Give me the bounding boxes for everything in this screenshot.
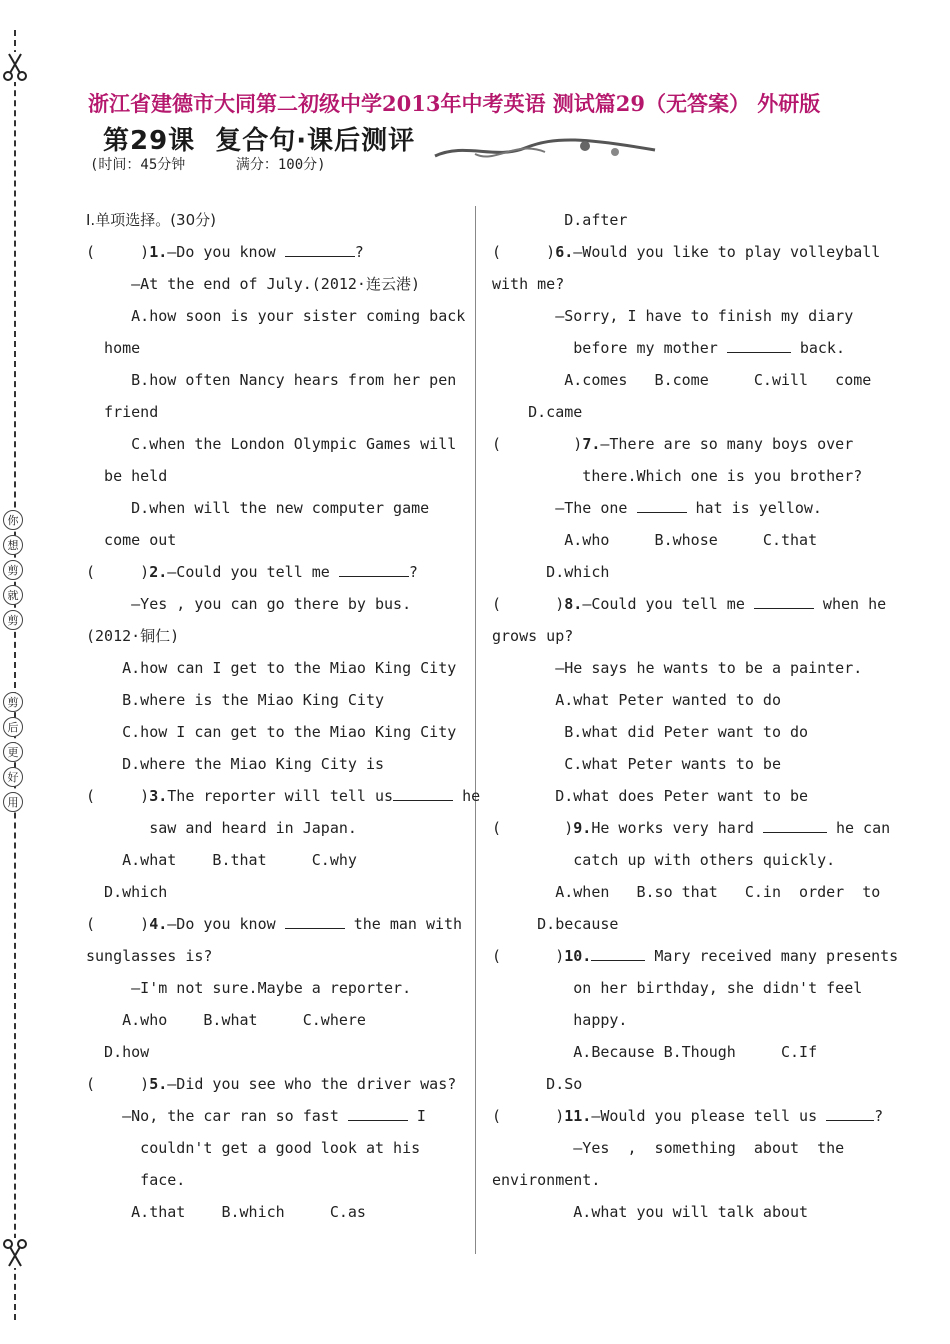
question-number: 1. — [149, 243, 168, 261]
line-text: The reporter will tell us — [167, 787, 394, 805]
question-number: 11. — [564, 1107, 592, 1125]
line-text: —He says he wants to be a painter. — [492, 659, 863, 677]
text-line — [492, 492, 868, 524]
question-line — [86, 780, 481, 812]
line-text: He works very hard — [591, 819, 763, 837]
line-text: —Sorry, I have to finish my diary — [492, 307, 854, 325]
line-text: A.who B.what C.where — [86, 1011, 366, 1029]
text-line — [86, 716, 462, 748]
line-text: with me? — [492, 275, 565, 293]
text-line — [492, 620, 868, 652]
left-column — [86, 204, 481, 1228]
column-divider — [475, 206, 476, 1254]
answer-blank — [591, 944, 645, 961]
line-text: D.because — [492, 915, 619, 933]
line-text: —There are so many boys over — [600, 435, 854, 453]
line-text: —The one — [492, 499, 637, 517]
text-line — [86, 1100, 462, 1132]
line-text: —Could you tell me — [167, 563, 339, 581]
line-text: —Could you tell me — [582, 595, 754, 613]
hint-char: 好 — [3, 767, 23, 787]
line-text: —Would you like to play volleyball — [573, 243, 881, 261]
cut-hint-top — [3, 510, 23, 630]
text-line — [492, 652, 868, 684]
answer-blank — [393, 784, 453, 801]
answer-bracket: ( ) — [492, 595, 565, 613]
line-text: D.came — [492, 403, 583, 421]
line-text: ? — [354, 243, 364, 261]
question-number: 10. — [564, 947, 592, 965]
scissors-icon — [2, 1238, 28, 1268]
line-text: ? — [408, 563, 418, 581]
text-line — [492, 524, 868, 556]
line-text: —Do you know — [167, 243, 285, 261]
line-text: D.which — [492, 563, 610, 581]
line-text: face. — [86, 1171, 186, 1189]
question-line — [492, 428, 868, 460]
line-text: —Yes , you can go there by bus. — [86, 595, 412, 613]
text-line — [492, 748, 868, 780]
text-line — [492, 908, 868, 940]
question-line — [86, 1068, 462, 1100]
hint-char: 就 — [3, 585, 23, 605]
line-text: when he — [813, 595, 887, 613]
hint-char: 后 — [3, 717, 23, 737]
text-line — [492, 876, 881, 908]
text-line — [492, 1132, 868, 1164]
line-text: the man with — [344, 915, 463, 933]
text-line — [492, 972, 868, 1004]
line-text: —Did you see who the driver was? — [167, 1075, 457, 1093]
line-text: —I'm not sure.Maybe a reporter. — [86, 979, 412, 997]
hint-char: 剪 — [3, 610, 23, 630]
line-text: —Would you please tell us — [591, 1107, 827, 1125]
hint-char: 用 — [3, 792, 23, 812]
question-number: 4. — [149, 915, 168, 933]
line-text: hat is yellow. — [686, 499, 822, 517]
scissors-icon — [2, 52, 28, 82]
section-heading: Ⅰ.单项选择。(30分) — [86, 211, 216, 229]
text-line — [492, 204, 868, 236]
time-info: (时间：45分钟 满分：100分) — [90, 157, 326, 173]
text-line — [86, 844, 462, 876]
line-text: D.when will the new computer game — [86, 499, 430, 517]
text-line — [86, 396, 462, 428]
answer-blank — [826, 1104, 874, 1121]
line-text: back. — [790, 339, 845, 357]
line-text: D.how — [86, 1043, 150, 1061]
document-title: 浙江省建德市大同第二初级中学2013年中考英语 测试篇29（无答案） 外研版 — [88, 91, 821, 116]
text-line — [492, 460, 868, 492]
text-line — [492, 396, 868, 428]
line-text: A.what Peter wanted to do — [492, 691, 781, 709]
answer-blank — [727, 336, 791, 353]
line-text: D.where the Miao King City is — [86, 755, 385, 773]
text-line — [86, 524, 462, 556]
answer-bracket: ( ) — [86, 915, 150, 933]
text-line — [492, 684, 868, 716]
text-line — [86, 332, 462, 364]
text-line — [86, 1164, 462, 1196]
line-text: B.what did Peter want to do — [492, 723, 809, 741]
line-text: happy. — [492, 1011, 628, 1029]
answer-bracket: ( ) — [86, 1075, 150, 1093]
line-text: A.how soon is your sister coming back — [86, 307, 466, 325]
text-line — [86, 1036, 462, 1068]
text-line — [492, 1036, 868, 1068]
question-line — [492, 236, 881, 268]
line-text: B.where is the Miao King City — [86, 691, 385, 709]
line-text: there.Which one is you brother? — [492, 467, 863, 485]
text-line — [86, 588, 462, 620]
text-line — [86, 1196, 462, 1228]
text-line — [492, 780, 868, 812]
text-line — [492, 1164, 868, 1196]
text-line — [86, 972, 462, 1004]
line-text: couldn't get a good look at his — [86, 1139, 421, 1157]
line-text: C.when the London Olympic Games will — [86, 435, 457, 453]
answer-blank — [763, 816, 827, 833]
hint-char: 剪 — [3, 692, 23, 712]
line-text: Mary received many presents — [645, 947, 899, 965]
answer-bracket: ( ) — [492, 243, 556, 261]
question-number: 9. — [573, 819, 592, 837]
line-text: —No, the car ran so fast — [86, 1107, 348, 1125]
line-text: D.which — [86, 883, 168, 901]
text-line — [492, 1196, 868, 1228]
answer-bracket: ( ) — [86, 243, 150, 261]
text-line — [86, 268, 462, 300]
answer-blank — [754, 592, 814, 609]
answer-blank — [637, 496, 687, 513]
text-line — [86, 620, 462, 652]
text-line — [492, 332, 868, 364]
answer-blank — [339, 560, 409, 577]
line-text: D.So — [492, 1075, 583, 1093]
text-line — [492, 300, 868, 332]
answer-bracket: ( ) — [86, 787, 150, 805]
line-text: saw and heard in Japan. — [86, 819, 357, 837]
line-text: D.after — [492, 211, 628, 229]
question-line — [86, 236, 462, 268]
question-number: 3. — [149, 787, 168, 805]
line-text: sunglasses is? — [86, 947, 213, 965]
text-line — [86, 428, 462, 460]
text-line — [86, 1132, 462, 1164]
line-text: on her birthday, she didn't feel — [492, 979, 863, 997]
answer-bracket: ( ) — [492, 1107, 565, 1125]
line-text: home — [86, 339, 141, 357]
text-line — [86, 364, 462, 396]
right-column — [492, 204, 899, 1228]
question-line — [492, 940, 899, 972]
line-text: come out — [86, 531, 177, 549]
line-text: grows up? — [492, 627, 574, 645]
text-line — [492, 556, 868, 588]
question-number: 7. — [582, 435, 601, 453]
question-line — [492, 1100, 884, 1132]
text-line — [492, 268, 868, 300]
line-text: A.that B.which C.as — [86, 1203, 366, 1221]
line-text: —At the end of July.(2012·连云港) — [86, 275, 420, 293]
hint-char: 剪 — [3, 560, 23, 580]
line-text: C.how I can get to the Miao King City — [86, 723, 457, 741]
answer-bracket: ( ) — [492, 819, 574, 837]
line-text: ? — [874, 1107, 884, 1125]
line-text: he can — [826, 819, 891, 837]
hint-char: 更 — [3, 742, 23, 762]
text-line — [492, 1004, 868, 1036]
line-text: C.what Peter wants to be — [492, 755, 781, 773]
question-number: 5. — [149, 1075, 168, 1093]
text-line — [86, 492, 462, 524]
line-text: he — [453, 787, 481, 805]
text-line — [86, 652, 462, 684]
question-line — [86, 556, 462, 588]
line-text: before my mother — [492, 339, 727, 357]
line-text: be held — [86, 467, 168, 485]
cut-line — [14, 30, 16, 1320]
line-text: A.Because B.Though C.If — [492, 1043, 818, 1061]
line-text: A.how can I get to the Miao King City — [86, 659, 457, 677]
text-line — [86, 940, 462, 972]
text-line — [492, 364, 872, 396]
answer-bracket: ( ) — [492, 435, 583, 453]
question-line — [492, 588, 887, 620]
line-text: catch up with others quickly. — [492, 851, 836, 869]
line-text: friend — [86, 403, 159, 421]
text-line — [492, 716, 868, 748]
text-line — [86, 876, 462, 908]
line-text: B.how often Nancy hears from her pen — [86, 371, 457, 389]
hint-char: 想 — [3, 535, 23, 555]
cut-hint-bottom — [3, 692, 23, 812]
line-text: A.what B.that C.why — [86, 851, 357, 869]
line-text: I — [407, 1107, 426, 1125]
question-line — [492, 812, 891, 844]
line-text: A.what you will talk about — [492, 1203, 809, 1221]
question-number: 8. — [564, 595, 583, 613]
lesson-title: 第29课 复合句·课后测评 — [103, 126, 416, 156]
ornament-icon — [435, 134, 655, 162]
line-text: environment. — [492, 1171, 601, 1189]
question-number: 2. — [149, 563, 168, 581]
question-number: 6. — [555, 243, 574, 261]
line-text: A.who B.whose C.that — [492, 531, 818, 549]
answer-blank — [285, 912, 345, 929]
text-line — [492, 844, 868, 876]
question-line — [86, 908, 462, 940]
text-line — [86, 812, 462, 844]
line-text: (2012·铜仁) — [86, 627, 180, 645]
hint-char: 你 — [3, 510, 23, 530]
line-text: —Yes , something about the — [492, 1139, 845, 1157]
line-text: —Do you know — [167, 915, 285, 933]
text-line — [86, 300, 466, 332]
text-line — [492, 1068, 868, 1100]
text-line — [86, 684, 462, 716]
text-line — [86, 748, 462, 780]
answer-blank — [348, 1104, 408, 1121]
line-text: A.when B.so that C.in order to — [492, 883, 881, 901]
text-line — [86, 460, 462, 492]
answer-bracket: ( ) — [86, 563, 150, 581]
answer-bracket: ( ) — [492, 947, 565, 965]
text-line — [86, 1004, 462, 1036]
line-text: A.comes B.come C.will come — [492, 371, 872, 389]
line-text: D.what does Peter want to be — [492, 787, 809, 805]
answer-blank — [285, 240, 355, 257]
